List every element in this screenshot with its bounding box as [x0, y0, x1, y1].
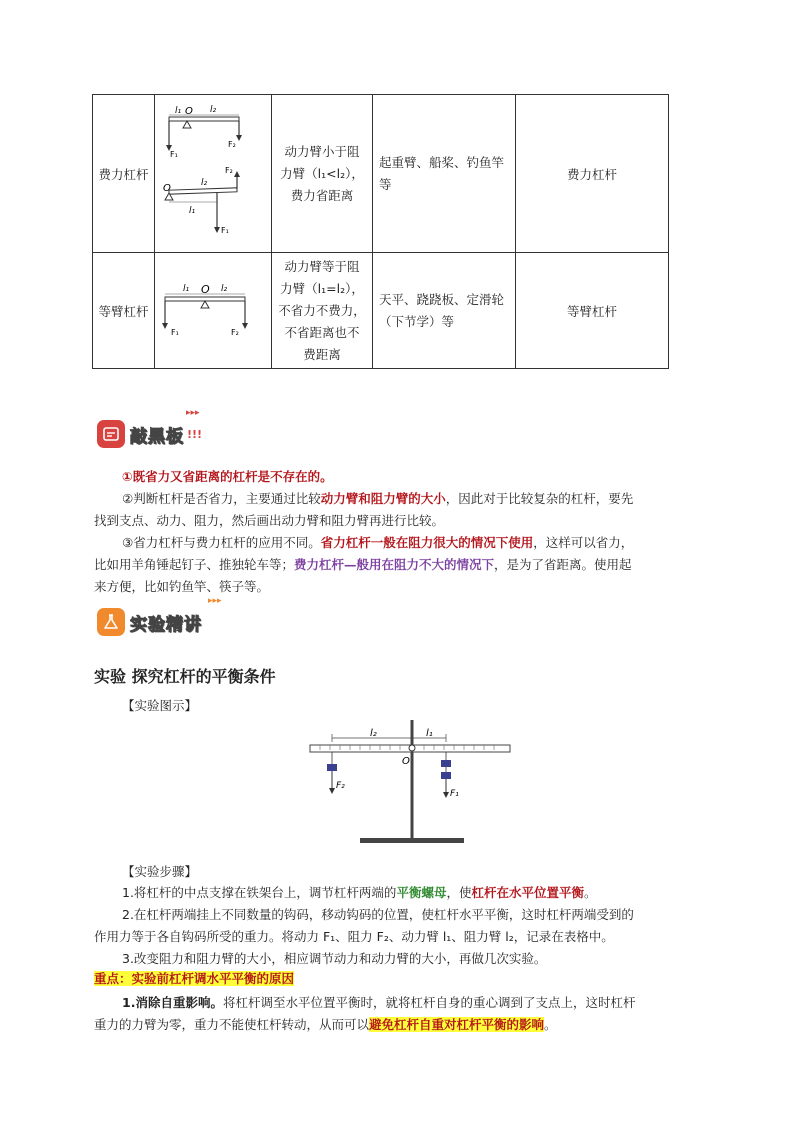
step-2: 2.在杠杆两端挂上不同数量的钩码，移动钩码的位置，使杠杆水平平衡，这时杠杆两端受到的	[122, 907, 634, 922]
step-2-cont: 作用力等于各自钩码所受的重力。将动力 F₁、阻力 F₂、动力臂 l₁、阻力臂 l₂，记录在表格中。	[94, 929, 614, 944]
label-l2: l₂	[201, 178, 208, 188]
label-f1: F₁	[221, 226, 229, 235]
lever-name: 等臂杠杆	[93, 253, 155, 369]
blackboard-icon	[97, 420, 125, 448]
lever-bar	[169, 117, 239, 121]
lever-experiment-figure	[300, 716, 520, 850]
lever-feature: 动力臂小于阻 力臂（l₁<l₂）， 费力省距离	[272, 95, 373, 253]
label-o: O	[163, 183, 171, 194]
lever-examples: 天平、跷跷板、定滑轮（下节学）等	[373, 253, 516, 369]
arrows-decoration: ▸▸▸	[208, 596, 222, 606]
blackboard-point-1: ①既省力又省距离的杠杆是不存在的。	[122, 469, 333, 484]
steps-label: 【实验步骤】	[122, 864, 198, 879]
experiment-banner-title: 实验精讲	[130, 614, 202, 635]
label-f1: F₁	[171, 328, 179, 337]
blackboard-point-3-cont: 比如用羊角锤起钉子、推独轮车等；费力杠杆—般用在阻力不大的情况下，是为了省距离。使用起	[94, 557, 632, 572]
blackboard-point-2-cont: 找到支点、动力、阻力，然后画出动力臂和阻力臂再进行比较。	[94, 513, 445, 528]
step-1: 1.将杠杆的中点支撑在铁架台上，调节杠杆两端的平衡螺母，使杠杆在水平位置平衡。	[122, 885, 597, 900]
fulcrum-triangle	[183, 121, 191, 128]
lever-feature: 动力臂等于阻 力臂（l₁=l₂）， 不省力不费力， 不省距离也不 费距离	[272, 253, 373, 369]
label-f2: F₂	[336, 781, 345, 791]
blackboard-point-3-end: 来方便，比如钓鱼竿、筷子等。	[94, 579, 270, 594]
arrows-decoration: ▸▸▸	[186, 408, 200, 418]
experiment-banner	[97, 608, 202, 636]
lever-table	[92, 94, 669, 369]
label-l2: l₂	[370, 728, 377, 739]
lever-diagram-cell	[155, 253, 272, 369]
fulcrum-triangle	[201, 301, 209, 308]
lever-category: 费力杠杆	[516, 95, 669, 253]
label-f2: F₂	[231, 328, 239, 337]
flask-icon	[97, 608, 125, 636]
key-point-heading: 重点：实验前杠杆调水平平衡的原因	[94, 971, 295, 986]
label-f2: F₂	[228, 140, 236, 149]
label-f1: F₁	[170, 150, 178, 159]
fei-li-lever-diagram	[155, 95, 271, 249]
blackboard-title: 敲黑板	[130, 426, 184, 447]
deng-bi-lever-diagram	[155, 253, 271, 365]
label-l1: l₁	[189, 206, 196, 216]
hook-weight	[327, 764, 337, 771]
key-point-1: 1.消除自重影响。将杠杆调至水平位置平衡时，就将杠杆自身的重心调到了支点上，这时杠杆	[122, 995, 636, 1010]
label-o: O	[201, 283, 210, 296]
figure-label: 【实验图示】	[122, 698, 198, 713]
label-l2: l₂	[210, 105, 217, 115]
exclaim-marks: !!!	[187, 427, 203, 441]
lever-category: 等臂杠杆	[516, 253, 669, 369]
label-l1: l₁	[175, 106, 182, 116]
table-row	[93, 253, 669, 369]
blackboard-point-3: ③省力杠杆与费力杠杆的应用不同。省力杠杆一般在阻力很大的情况下使用，这样可以省力，	[122, 535, 634, 550]
lever-examples: 起重臂、船桨、钓鱼竿等	[373, 95, 516, 253]
label-f2: F₂	[225, 166, 233, 175]
blackboard-point-2: ②判断杠杆是否省力，主要通过比较动力臂和阻力臂的大小，因此对于比较复杂的杠杆，要先	[122, 491, 634, 506]
label-o: O	[402, 756, 410, 767]
experiment-heading: 实验 探究杠杆的平衡条件	[94, 667, 276, 686]
hook-weight	[441, 772, 451, 779]
hook-weight	[441, 760, 451, 767]
label-l1: l₁	[183, 284, 190, 294]
label-o: O	[185, 106, 193, 117]
lever-diagram-cell	[155, 95, 272, 253]
label-f1: F₁	[450, 789, 459, 799]
lever-bar	[169, 188, 237, 194]
label-l2: l₂	[221, 284, 228, 294]
lever-name: 费力杠杆	[93, 95, 155, 253]
label-l1: l₁	[426, 728, 433, 739]
blackboard-banner	[97, 420, 202, 448]
key-point-1-cont: 重力的力臂为零，重力不能使杠杆转动，从而可以避免杠杆自重对杠杆平衡的影响。	[94, 1017, 557, 1032]
table-row	[93, 95, 669, 253]
step-3: 3.改变阻力和阻力臂的大小，相应调节动力和动力臂的大小，再做几次实验。	[122, 951, 547, 966]
